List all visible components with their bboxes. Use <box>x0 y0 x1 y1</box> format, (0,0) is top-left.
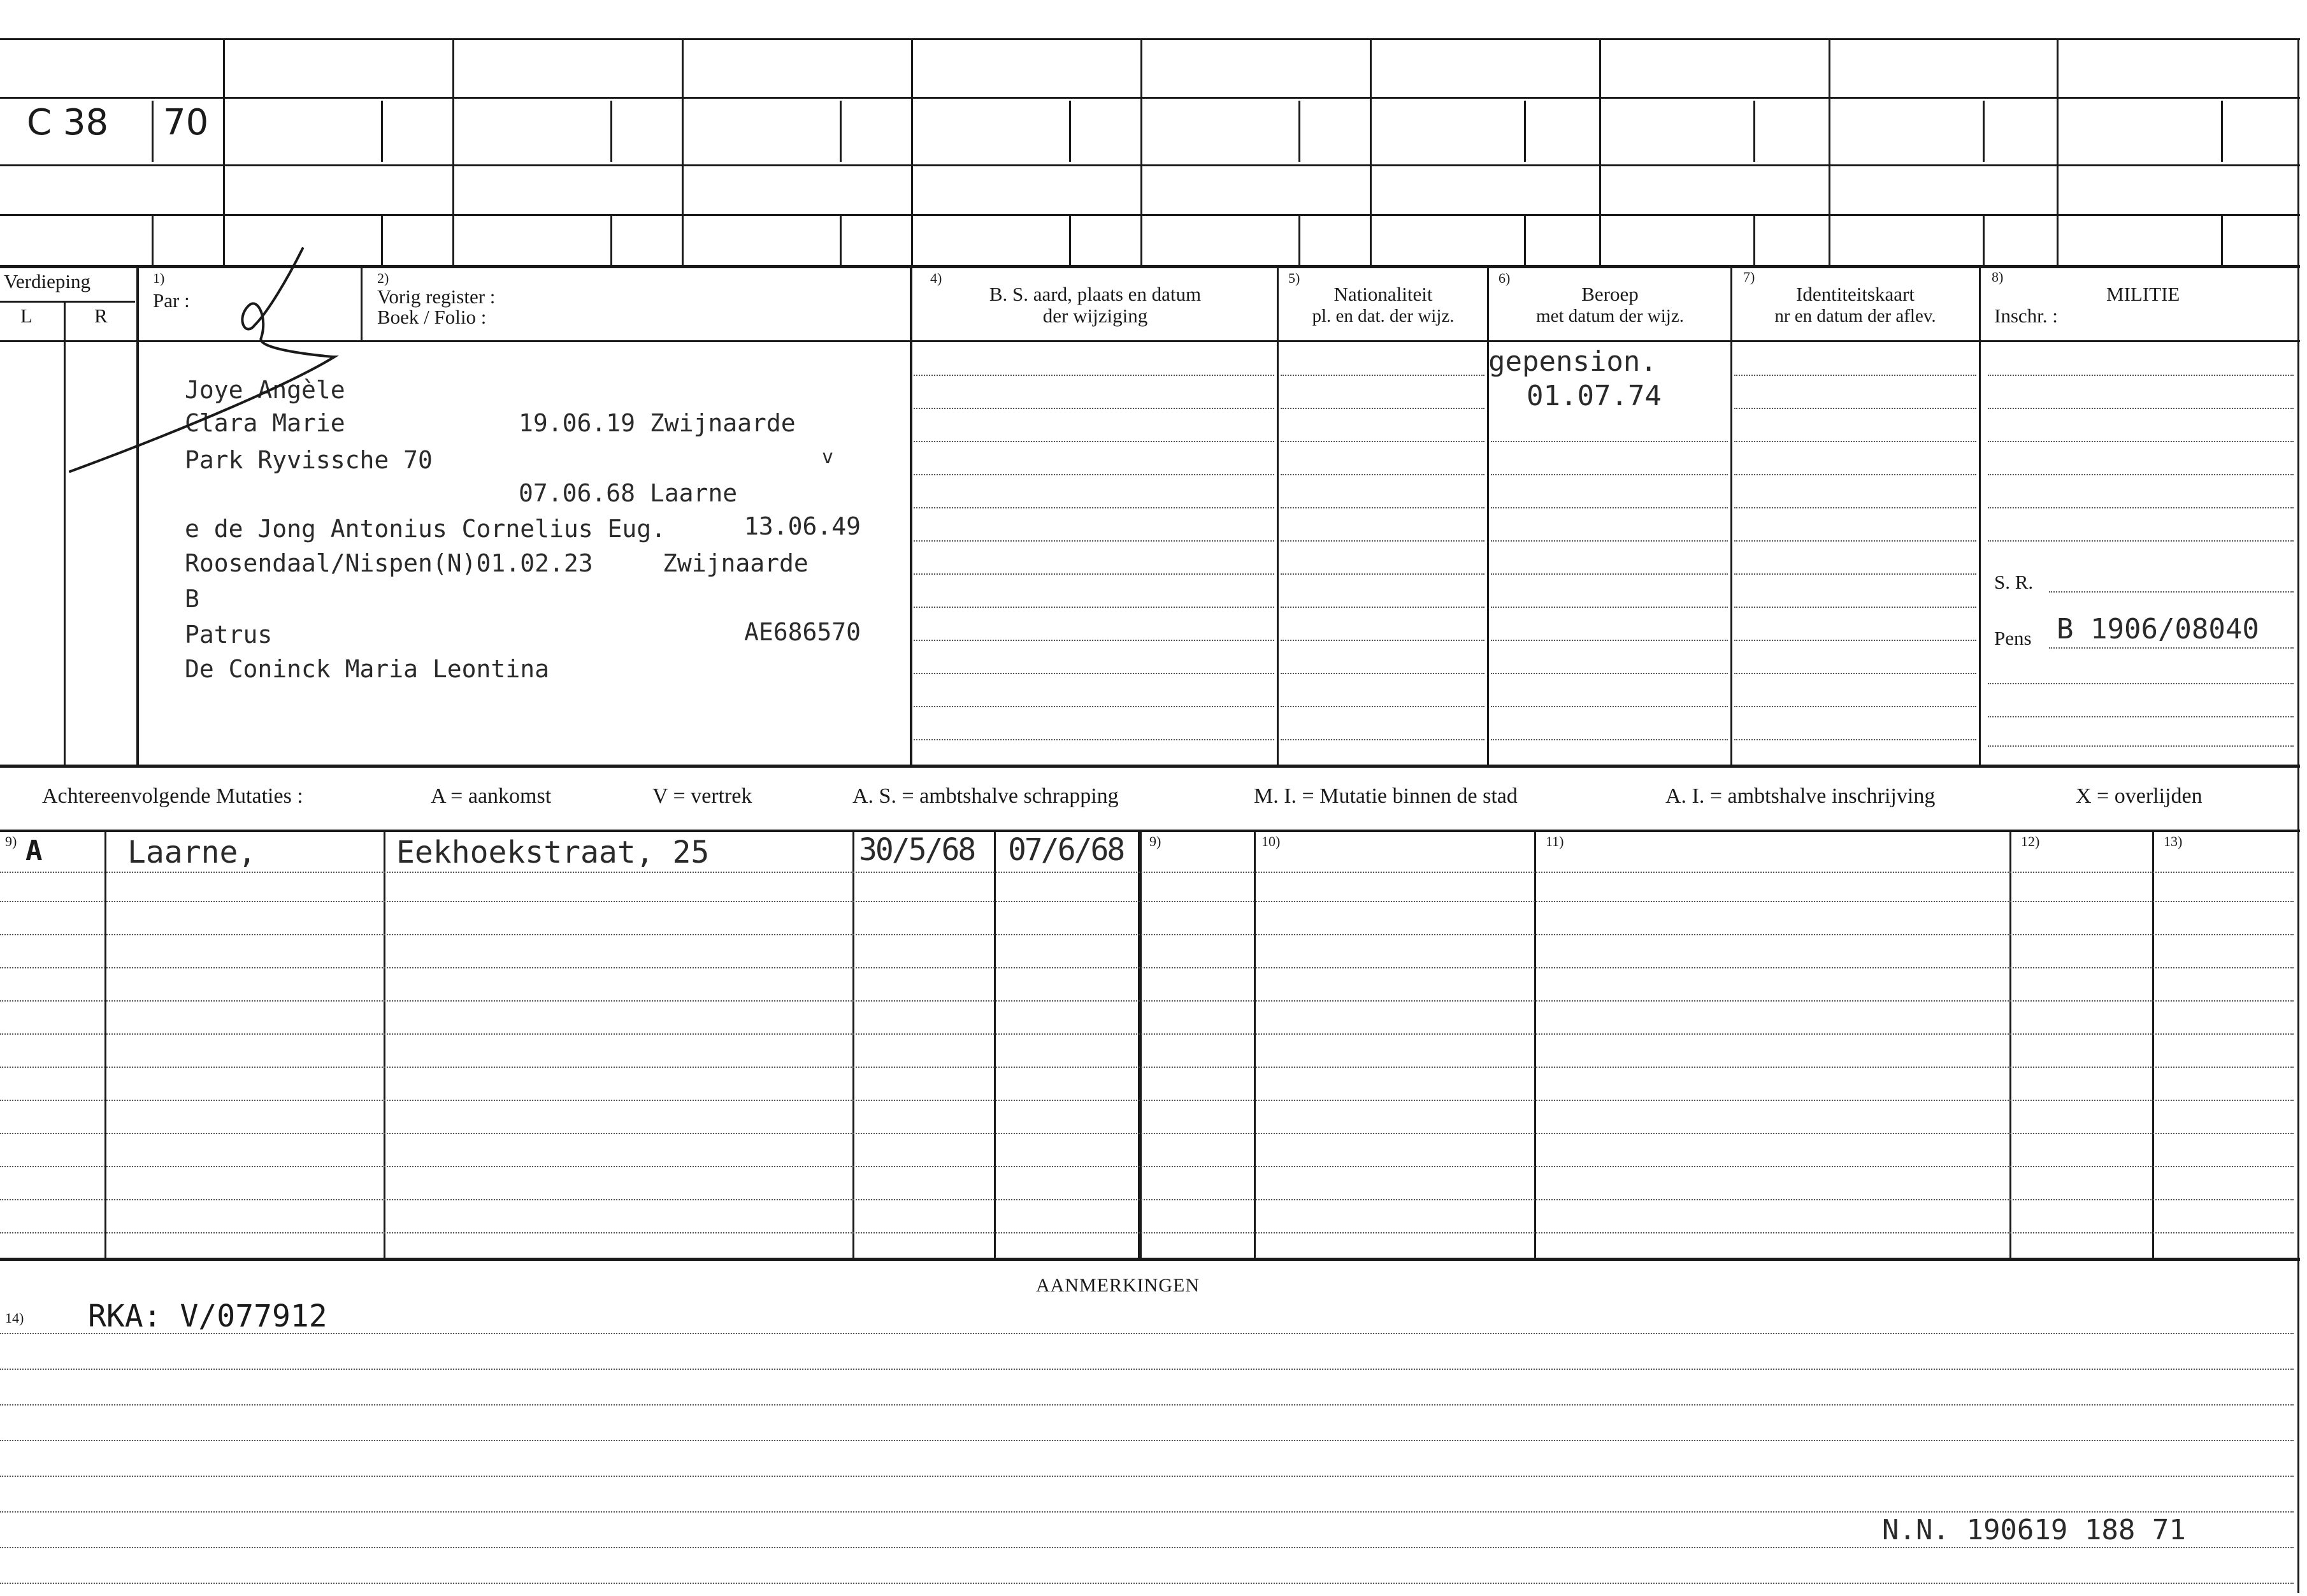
remarks-number: 14) <box>5 1310 24 1326</box>
pens-label: Pens <box>1994 627 2032 649</box>
mutation-col-9b-number: 9) <box>1149 833 1161 849</box>
person-id-number: AE686570 <box>744 618 861 646</box>
person-line-2-name: Clara Marie <box>185 409 345 437</box>
bs-label-line2: der wijziging <box>1042 305 1148 327</box>
pens-value: B 1906/08040 <box>2057 613 2259 645</box>
person-arrival: 07.06.68 Laarne <box>519 479 738 507</box>
mutation-type: A <box>25 835 43 867</box>
boek-folio-label: Boek / Folio : <box>377 306 487 328</box>
mutation-col-12-number: 12) <box>2021 833 2040 849</box>
beroep-number: 6) <box>1498 270 1511 286</box>
identiteitskaart-number: 7) <box>1743 269 1755 285</box>
identiteitskaart-sublabel: nr en datum der aflev. <box>1774 306 1936 326</box>
mutation-place: Laarne, <box>127 835 257 870</box>
nationaliteit-label: Nationaliteit <box>1333 283 1433 305</box>
identiteitskaart-label: Identiteitskaart <box>1796 283 1915 305</box>
mutation-col-9-number: 9) <box>5 833 17 849</box>
sr-label: S. R. <box>1994 571 2034 593</box>
person-father: Patrus <box>185 621 273 649</box>
remarks-rka: RKA: V/077912 <box>88 1298 327 1334</box>
par-number: 1) <box>153 270 165 286</box>
legend-intro: Achtereenvolgende Mutaties : <box>42 784 303 808</box>
person-spouse: e de Jong Antonius Cornelius Eug. <box>185 515 666 543</box>
person-spouse-birth: Roosendaal/Nispen(N)01.02.23 <box>185 549 593 577</box>
verdieping-label: Verdieping <box>4 270 91 292</box>
militie-number: 8) <box>1992 269 2004 285</box>
legend-ai: A. I. = ambtshalve inschrijving <box>1665 784 1936 808</box>
person-line-1: Joye Angèle <box>185 376 345 404</box>
cross-out-mark <box>64 242 357 484</box>
person-mother: De Coninck Maria Leontina <box>185 655 549 683</box>
card-code: C 38 <box>27 102 109 143</box>
inschr-label: Inschr. : <box>1994 305 2058 327</box>
beroep-sublabel: met datum der wijz. <box>1536 306 1684 326</box>
bs-label-line1: B. S. aard, plaats en datum <box>989 283 1202 305</box>
person-spouse-birthplace: Zwijnaarde <box>663 549 809 577</box>
beroep-label: Beroep <box>1581 283 1639 305</box>
legend-v: V = vertrek <box>652 784 752 808</box>
legend-a: A = aankomst <box>431 784 552 808</box>
mutation-date-1: 30/5/68 <box>859 832 975 868</box>
vorig-number: 2) <box>377 270 389 286</box>
person-address-mark: v <box>822 446 834 468</box>
beroep-value-line1: gepension. <box>1488 345 1657 378</box>
legend-as: A. S. = ambtshalve schrapping <box>852 784 1119 808</box>
bs-number: 4) <box>930 270 942 286</box>
legend-x: X = overlijden <box>2076 784 2203 808</box>
beroep-value-line2: 01.07.74 <box>1527 380 1662 412</box>
mutation-date-2: 07/6/68 <box>1008 832 1124 868</box>
par-label: Par : <box>153 289 190 312</box>
vorig-register-label: Vorig register : <box>377 285 496 308</box>
nationaliteit-number: 5) <box>1288 270 1300 286</box>
remarks-nn: N.N. 190619 188 71 <box>1882 1514 2186 1546</box>
person-address: Park Ryvissche 70 <box>185 446 433 474</box>
person-line-7: B <box>185 585 199 613</box>
card-number: 70 <box>163 102 209 143</box>
militie-label: MILITIE <box>2106 283 2180 305</box>
card-right-edge <box>2297 38 2299 1593</box>
legend-mi: M. I. = Mutatie binnen de stad <box>1254 784 1518 808</box>
mutation-address: Eekhoekstraat, 25 <box>396 835 710 870</box>
mutation-col-10-number: 10) <box>1261 833 1281 849</box>
person-marriage-date: 13.06.49 <box>744 512 861 540</box>
remarks-title: AANMERKINGEN <box>1036 1275 1200 1296</box>
verdieping-r-label: R <box>94 305 108 327</box>
person-birth: 19.06.19 Zwijnaarde <box>519 409 796 437</box>
mutation-col-11-number: 11) <box>1546 833 1564 849</box>
verdieping-l-label: L <box>20 305 32 327</box>
nationaliteit-sublabel: pl. en dat. der wijz. <box>1312 306 1455 326</box>
mutation-col-13-number: 13) <box>2164 833 2183 849</box>
